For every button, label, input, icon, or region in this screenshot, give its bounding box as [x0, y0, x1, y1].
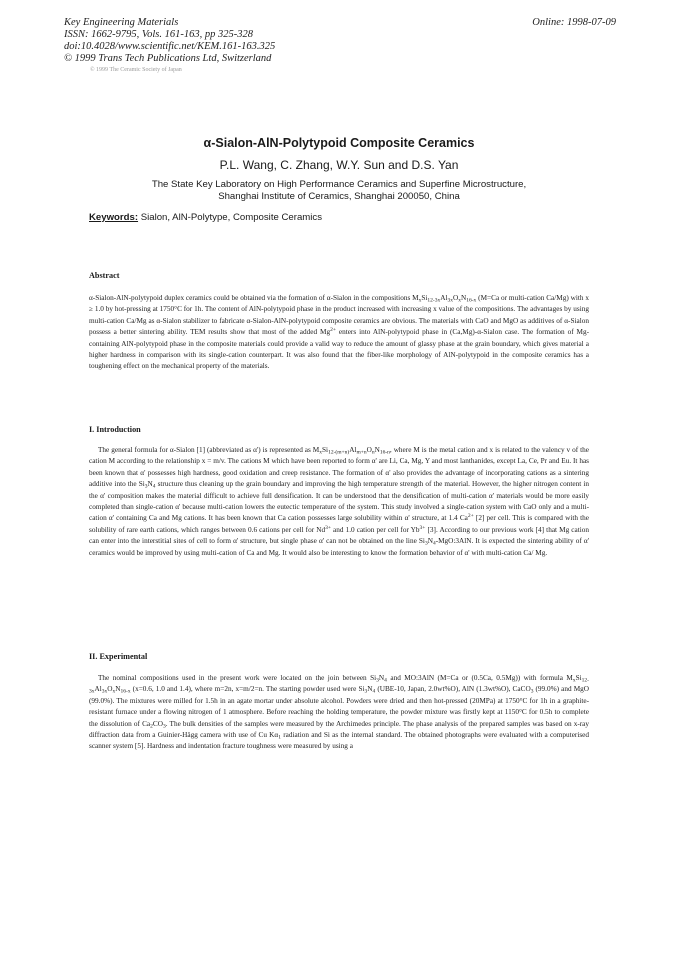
experimental-body: The nominal compositions used in the present work were located on the join between $Si_3N_4$ and MO:3AlN (M=Ca or (0.5Ca, 0.5Mg)) with formula $M_xSi_{12-3x}Al_{3x}O_xN_{16-x}$ (x=0.6, 1.0 and 1.4), where m=2n, x=m/2=n. The starting powder used were $Si_3N_4$ (UBE-10, Japan, 2.0wt%O), AlN (1.3wt%O), CaCO$_3$ (99.0%) and MgO (99.0%). The mixtures were milled for 1.5h in an agate mortar under absolute alcohol. Powders were dried and then hot-pressed (20MPa) at 1750°C for 1h in a graphite-resistant furnace under a flowing nitrogen of 1 atmosphere. Before reaching the holding temperature, the powder mixture was firstly kept at 1150°C for 0.5h to complete the dissolution of $Ca_2CO_3$. The bulk densities of the samples were measured by the Archimedes principle. The phase analysis of the prepared samples was based on x-ray diffraction data from a Guinier-Hägg camera with use of Cu $K\alpha_1$ radiation and Si as the internal standard. The obtained photographs were evaluated with a computerised scanner system [5]. Hardness and indentation fracture toughness were measured by using a	[89, 674, 590, 751]
abstract-heading: Abstract	[89, 271, 120, 280]
introduction-heading: I. Introduction	[89, 425, 141, 434]
journal-issn: ISSN: 1662-9795, Vols. 161-163, pp 325-328	[64, 29, 253, 40]
introduction-body: The general formula for α-Sialon [1] (abbreviated as α') is represented as $M_xSi_{12-(m+n)}Al_{m+n}O_nN_{16-n}$, where M is the metal cation and x is related to the valency v of the cation M according to the relationship x = m/v. The cations M which have been reported to form α' are Li, Ca, Mg, Y and most lanthanides, except La, Ce, Pr and Eu. It has been known that α' possesses high hardness, good oxidation and creep resistance. The formation of α' also provides the advantage of incorporating cations as a sintering additive into the $Si_3N_4$ structure thus cleaning up the grain boundary and improving the high temperature strength of the material. However, the higher nitrogen content in the α' composition makes the material difficult to achieve full densification. It can be understood that the densification of multi-cation α' materials would be more easily completed than single-cation α' because multi-cation lowers the eutectic temperature of the system. This study involved a single-cation system with CaO only and a multi-cation α' containing Ca and Mg cations. It has been known that Ca cation possesses large solubility within α' structure, at 1.4 $Ca^{2+}$ [2] per cell. This is compared with the solubility of rare earth cations, which ranges between 0.6 cations per cell for $Nd^{3+}$ and 1.0 cation per cell for $Yb^{3+}$ [3]. According to our previous work [4] that Mg cation can enter into the interstitial sites of cell to form α' structure, but single phase α' can not be obtained on the line $Si_3N_4-MgO:3AlN$. It is expected the sintering ability of α' ceramics would be improved by using multi-cation of Ca and Mg. It would also be interesting to know the formation behavior of α' with multi-cation Ca/ Mg.	[89, 446, 590, 557]
affiliation-line-2: Shanghai Institute of Ceramics, Shanghai 200050, China	[218, 191, 460, 202]
paper-title: α-Sialon-AlN-Polytypoid Composite Ceramics	[203, 136, 475, 150]
journal-header	[64, 17, 275, 65]
abstract-body: α-Sialon-AlN-polytypoid duplex ceramics could be obtained via the formation of α-Sialon in the compositions $M_xSi_{12-3x}Al_{3x}O_xN_{16-x}$ (M=Ca or multi-cation Ca/Mg) with x ≥ 1.0 by hot-pressing at 1750°C for 1h. The content of AlN-polytypoid phase in the product increased with increasing x value of the compositions. The advantages by using multi-cation Ca/Mg as α-Sialon stabilizer to fabricate α-Sialon-AlN-polytypoid composite ceramics are obvious. The materials with CaO and MgO as additives of α-Sialon possess a better sintering ability. TEM results show that most of the added $Mg^{2+}$ enters into AlN-polytypoid phase in (Ca,Mg)-α-Sialon case. The formation of Mg-containing AlN-polytypoid phase in the composite materials could provide a valid way to reduce the amount of glassy phase at the grain boundary, which gives material a higher hardness in comparison with its single-cation counterpart. It was also found that the fiber-like morphology of AlN-polytypoid in the composite ceramics has a toughening effect on the mechanical property of the materials.	[89, 294, 590, 371]
journal-name: Key Engineering Materials	[64, 17, 179, 28]
journal-doi: doi:10.4028/www.scientific.net/KEM.161-163.325	[64, 41, 276, 52]
keywords-label: Keywords:	[89, 212, 139, 223]
keywords-text: Sialon, AlN-Polytype, Composite Ceramics	[138, 212, 322, 223]
keywords	[89, 212, 322, 223]
paper-affiliation	[0, 179, 678, 203]
affiliation-line-1: The State Key Laboratory on High Performance Ceramics and Superfine Microstructure,	[151, 179, 527, 190]
journal-copyright: © 1999 Trans Tech Publications Ltd, Switzerland	[64, 53, 272, 64]
experimental-heading: II. Experimental	[89, 652, 148, 661]
faint-copyright-line: © 1999 The Ceramic Society of Japan	[90, 67, 182, 73]
paper-authors: P.L. Wang, C. Zhang, W.Y. Sun and D.S. Yan	[219, 158, 459, 172]
online-date: Online: 1998-07-09	[532, 17, 616, 28]
